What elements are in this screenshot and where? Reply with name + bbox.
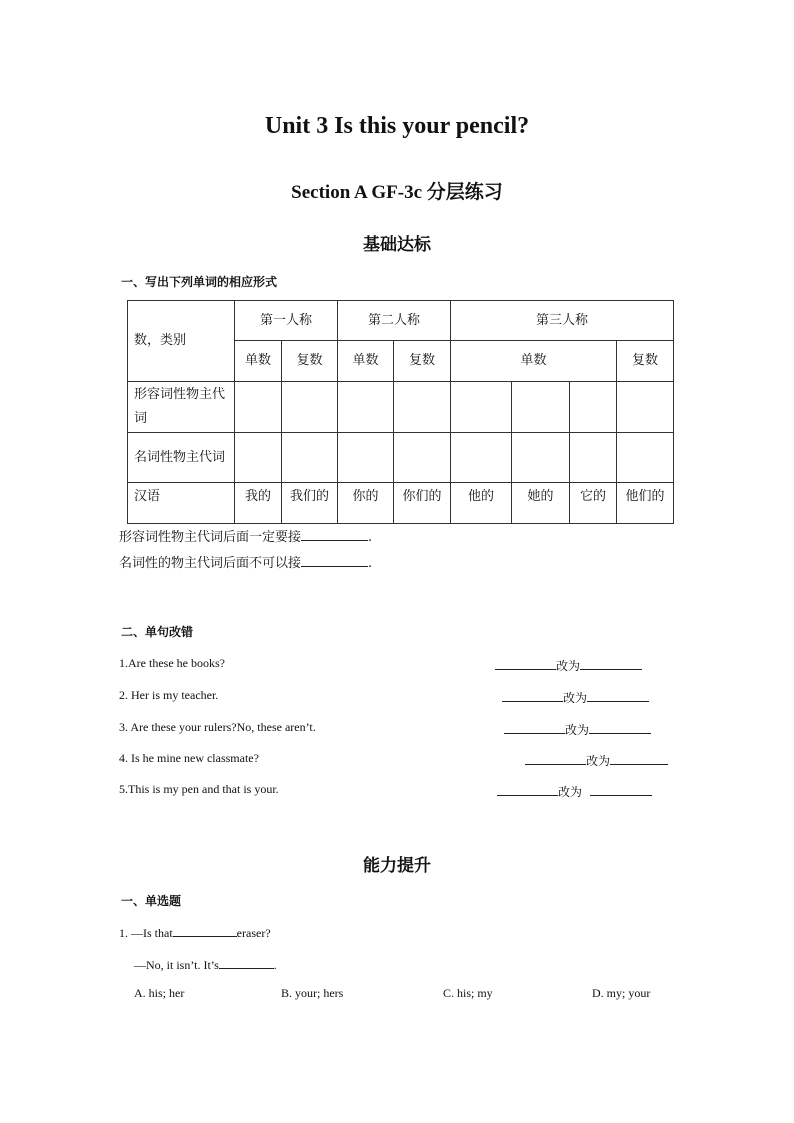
level-heading-advanced: 能力提升 [363,856,431,876]
correction-blanks: 改为 [502,688,649,706]
note-noun-possessive: 名词性的物主代词后面不可以接 . [119,552,372,571]
answer-blank[interactable] [497,782,558,796]
answer-cell[interactable] [451,382,512,433]
answer-blank[interactable] [301,527,368,541]
mc-question-line-2: —No, it isn’t. It’s . [134,955,277,973]
correction-question: 1.Are these he books? [119,656,225,670]
cn-meaning: 她的 [512,483,570,524]
header-singular: 单数 [235,341,282,382]
answer-cell[interactable] [451,433,512,483]
mc-option-c[interactable]: C. his; my [443,986,493,1000]
header-second-person: 第二人称 [338,301,451,341]
header-singular: 单数 [451,341,617,382]
correction-question: 5.This is my pen and that is your. [119,782,279,796]
answer-cell[interactable] [235,433,282,483]
answer-blank[interactable] [610,751,668,765]
row-label-adjective-possessive: 形容词性物主代词 [128,382,235,433]
cn-meaning: 你们的 [394,483,451,524]
correction-question: 3. Are these your rulers?No, these aren’t. [119,720,316,734]
cn-meaning: 他们的 [617,483,674,524]
answer-blank[interactable] [590,782,652,796]
answer-blank[interactable] [589,720,651,734]
table-corner-label: 数，类别 [128,301,235,382]
correction-question: 2. Her is my teacher. [119,688,219,702]
answer-blank[interactable] [219,955,274,969]
answer-cell[interactable] [570,433,617,483]
cn-meaning: 他的 [451,483,512,524]
answer-cell[interactable] [617,382,674,433]
header-third-person: 第三人称 [451,301,674,341]
answer-blank[interactable] [504,720,565,734]
header-plural: 复数 [282,341,338,382]
pronoun-table [127,300,674,524]
row-label-chinese: 汉语 [128,483,235,524]
answer-cell[interactable] [282,382,338,433]
answer-cell[interactable] [512,433,570,483]
answer-blank[interactable] [495,656,556,670]
answer-blank[interactable] [580,656,642,670]
mc-option-b[interactable]: B. your; hers [281,986,344,1000]
cn-meaning: 我的 [235,483,282,524]
answer-blank[interactable] [301,553,368,567]
cn-meaning: 我们的 [282,483,338,524]
mc-question-line-1: 1. —Is that eraser? [119,923,271,941]
answer-cell[interactable] [570,382,617,433]
row-label-noun-possessive: 名词性物主代词 [128,433,235,483]
answer-blank[interactable] [173,923,237,937]
correction-question: 4. Is he mine new classmate? [119,751,259,765]
answer-cell[interactable] [394,433,451,483]
header-singular: 单数 [338,341,394,382]
cn-meaning: 你的 [338,483,394,524]
correction-blanks: 改为 [504,720,651,738]
answer-cell[interactable] [394,382,451,433]
level-heading-basic: 基础达标 [363,235,431,255]
section-heading-error-correction: 二、单句改错 [121,625,194,639]
answer-cell[interactable] [282,433,338,483]
answer-blank[interactable] [502,688,563,702]
answer-blank[interactable] [525,751,586,765]
answer-cell[interactable] [235,382,282,433]
correction-blanks: 改为 [525,751,668,769]
header-plural: 复数 [617,341,674,382]
page-subtitle: Section A GF-3c 分层练习 [291,182,503,203]
section-heading-multiple-choice: 一、单选题 [121,894,182,908]
section-heading-word-forms: 一、写出下列单词的相应形式 [121,275,278,289]
answer-blank[interactable] [587,688,649,702]
cn-meaning: 它的 [570,483,617,524]
answer-cell[interactable] [617,433,674,483]
answer-cell[interactable] [512,382,570,433]
correction-blanks: 改为 [495,656,642,674]
answer-cell[interactable] [338,382,394,433]
answer-cell[interactable] [338,433,394,483]
note-adjective-possessive: 形容词性物主代词后面一定要接 . [119,526,372,545]
header-plural: 复数 [394,341,451,382]
mc-option-a[interactable]: A. his; her [134,986,185,1000]
correction-blanks: 改为 [497,782,652,800]
page-title: Unit 3 Is this your pencil? [264,113,530,139]
mc-option-d[interactable]: D. my; your [592,986,651,1000]
header-first-person: 第一人称 [235,301,338,341]
